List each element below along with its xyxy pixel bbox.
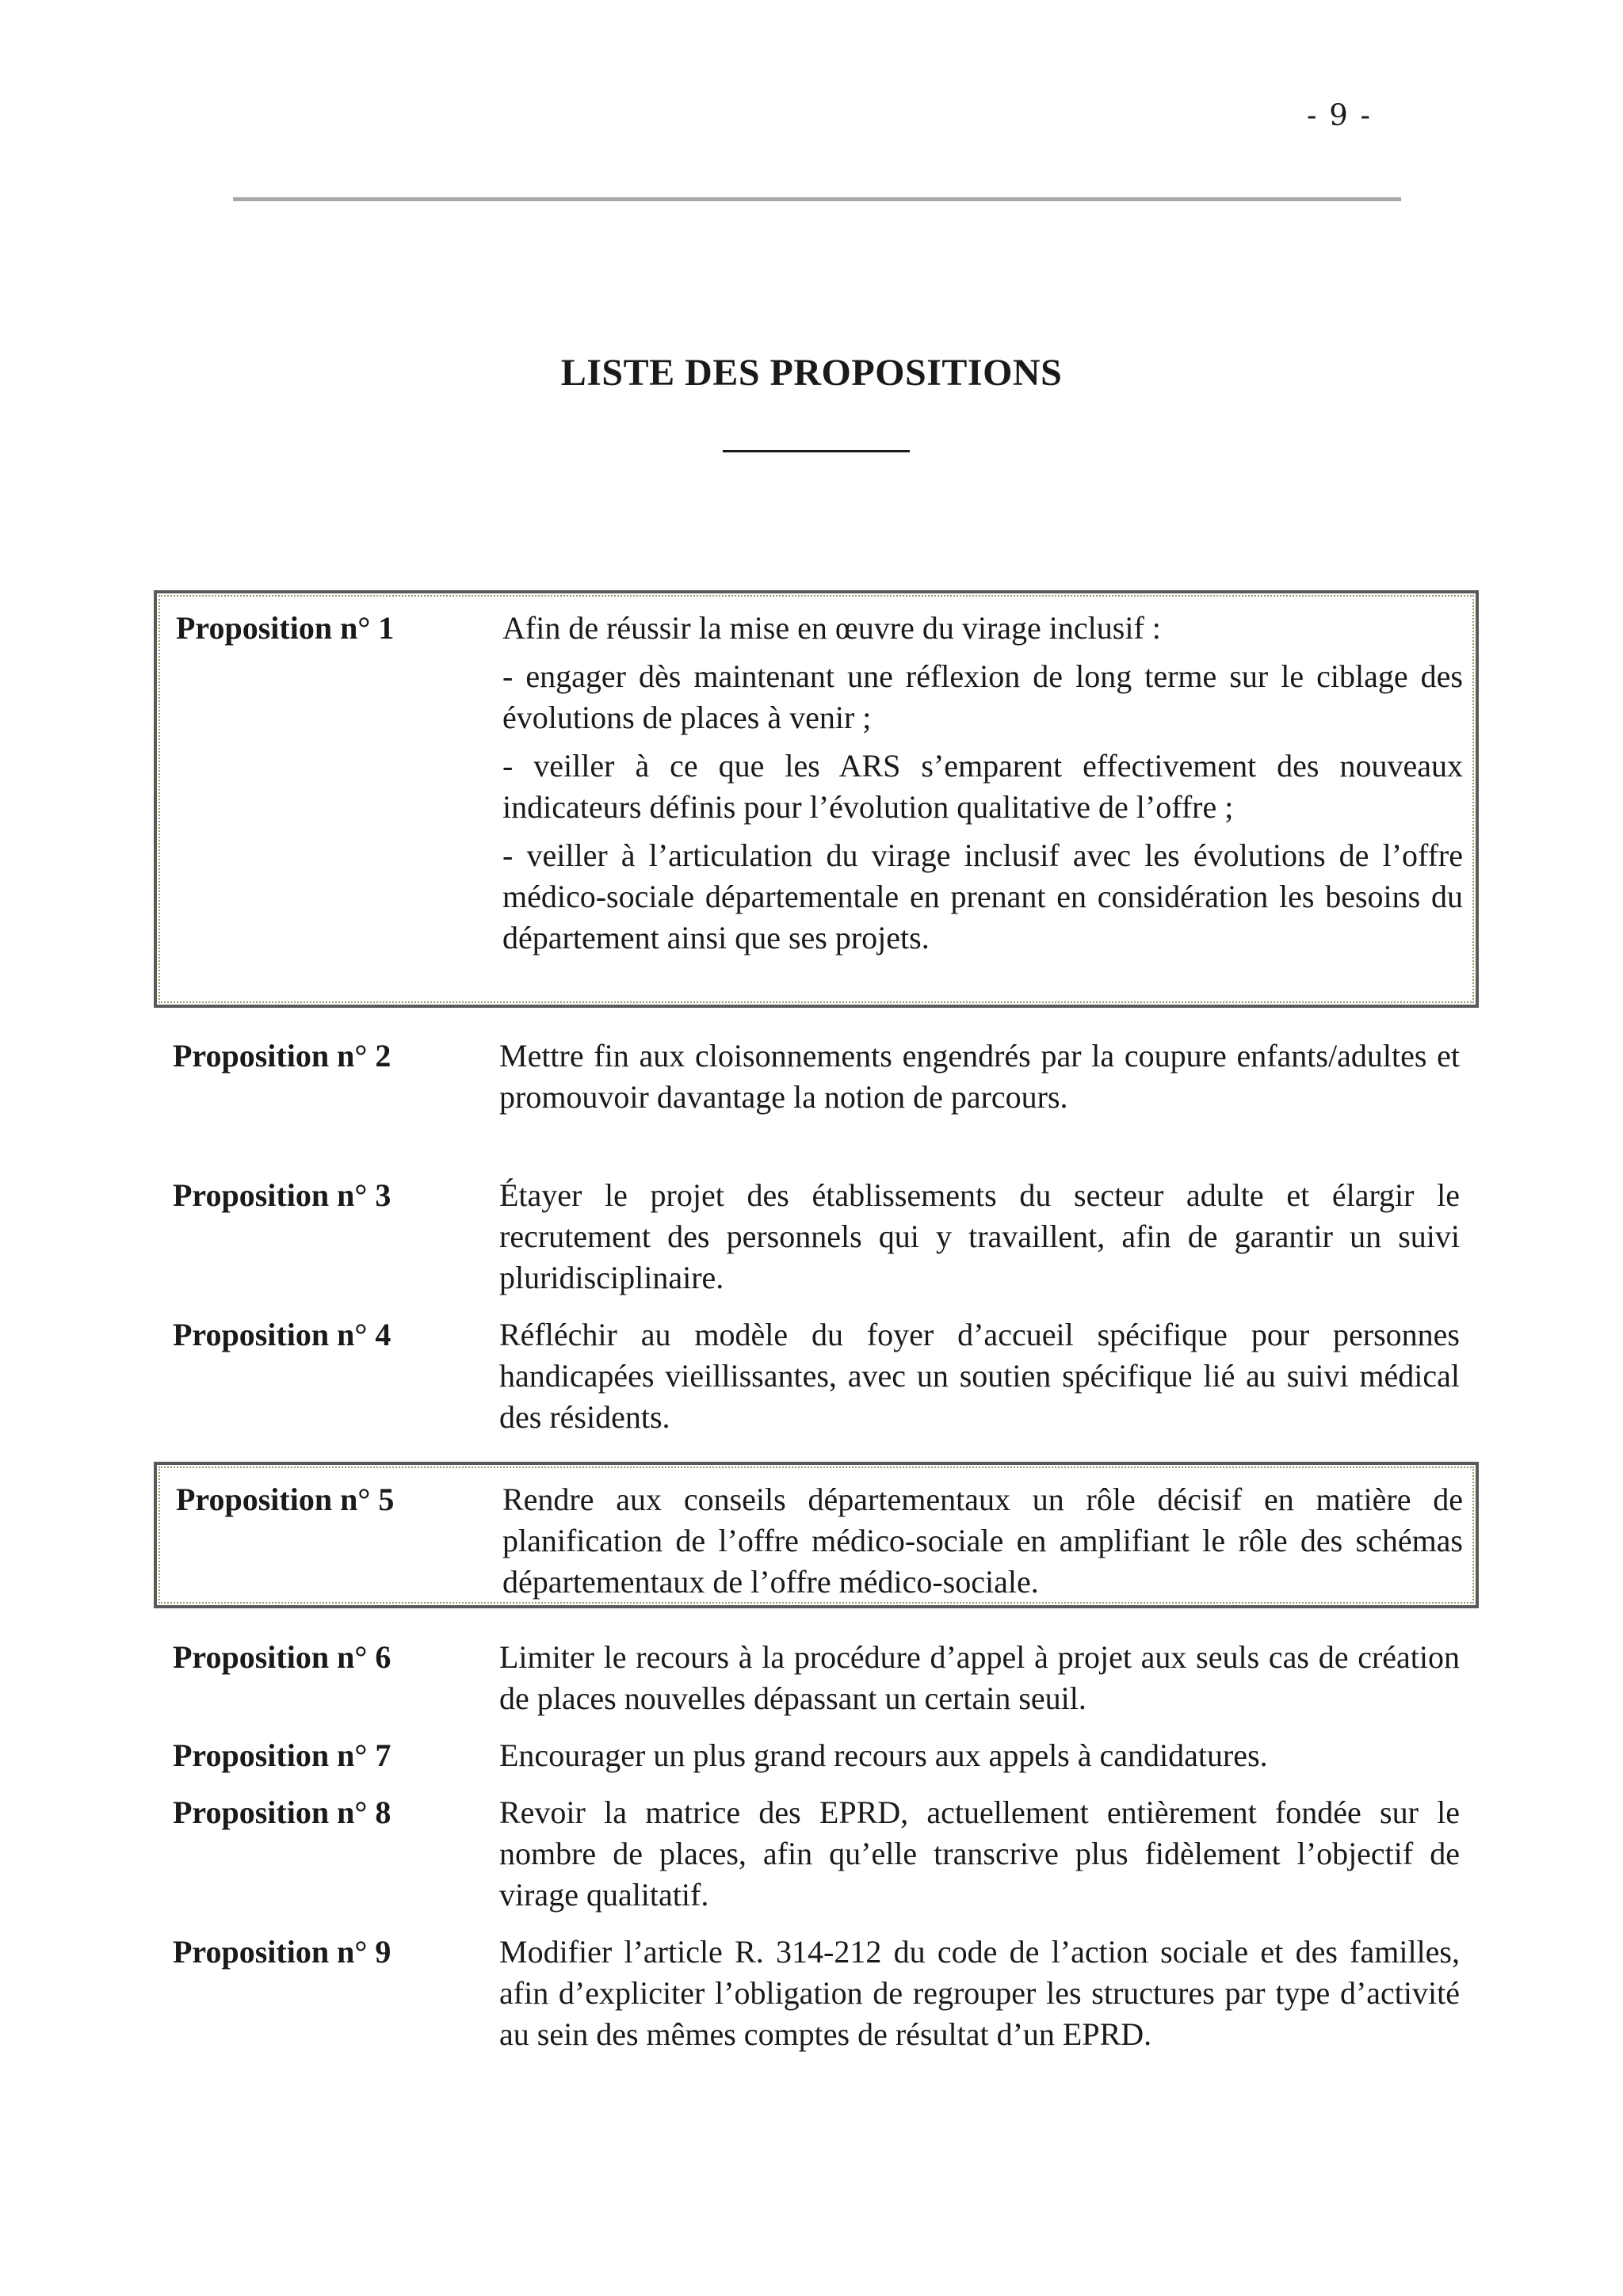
- proposition-label: Proposition n° 5: [176, 1482, 395, 1517]
- proposition-label: Proposition n° 6: [173, 1639, 391, 1675]
- header-rule: [233, 197, 1401, 201]
- proposition-text: Limiter le recours à la procédure d’appel à projet aux seuls cas de création de places nouvelles dépassant un certain seuil.: [499, 1639, 1460, 1716]
- proposition-label: Proposition n° 4: [173, 1317, 391, 1352]
- proposition-4: [154, 1314, 1479, 1441]
- proposition-bullet: - veiller à ce que les ARS s’emparent effectivement des nouveaux indicateurs définis pour l’évolution qualitative de l’offre ;: [502, 748, 1463, 825]
- proposition-label: Proposition n° 3: [173, 1177, 391, 1213]
- proposition-text: [502, 608, 1463, 959]
- proposition-text: Modifier l’article R. 314-212 du code de l’action sociale et des familles, afin d’expliciter l’obligation de regrouper les structures par type d’activité au sein des mêmes comptes de résultat d’un EPRD.: [499, 1934, 1460, 2052]
- proposition-text: Rendre aux conseils départementaux un rôle décisif en matière de planification de l’offre médico-sociale en amplifiant le rôle des schémas départementaux de l’offre médico-sociale.: [502, 1482, 1463, 1600]
- proposition-label: Proposition n° 1: [176, 610, 395, 646]
- proposition-intro: Afin de réussir la mise en œuvre du virage inclusif :: [502, 610, 1161, 646]
- proposition-bullet: - veiller à l’articulation du virage inclusif avec les évolutions de l’offre médico-sociale départementale en prenant en considération les besoins du département ainsi que ses projets.: [502, 837, 1463, 955]
- proposition-3: [154, 1175, 1479, 1302]
- proposition-8: [154, 1792, 1479, 1919]
- proposition-bullet: - engager dès maintenant une réflexion de long terme sur le ciblage des évolutions de places à venir ;: [502, 658, 1463, 735]
- proposition-text: Mettre fin aux cloisonnements engendrés par la coupure enfants/adultes et promouvoir davantage la notion de parcours.: [499, 1038, 1460, 1115]
- proposition-6: [154, 1637, 1479, 1724]
- proposition-9: [154, 1932, 1479, 2100]
- proposition-7: [154, 1735, 1479, 1779]
- proposition-label: Proposition n° 2: [173, 1038, 391, 1074]
- proposition-label: Proposition n° 9: [173, 1934, 391, 1970]
- proposition-label: Proposition n° 8: [173, 1794, 391, 1830]
- proposition-text: Encourager un plus grand recours aux appels à candidatures.: [499, 1737, 1268, 1773]
- page-number: - 9 -: [1306, 98, 1373, 132]
- proposition-2: [154, 1035, 1479, 1162]
- proposition-5: [154, 1462, 1479, 1608]
- proposition-label: Proposition n° 7: [173, 1737, 391, 1773]
- page-title: LISTE DES PROPOSITIONS: [560, 352, 1063, 394]
- proposition-text: Revoir la matrice des EPRD, actuellement entièrement fondée sur le nombre de places, afin qu’elle transcrive plus fidèlement l’objectif de virage qualitatif.: [499, 1794, 1460, 1913]
- proposition-text: Réfléchir au modèle du foyer d’accueil spécifique pour personnes handicapées vieillissantes, avec un soutien spécifique lié au suivi médical des résidents.: [499, 1317, 1460, 1435]
- title-underline: [723, 450, 910, 452]
- proposition-1: [154, 590, 1479, 1008]
- proposition-text: Étayer le projet des établissements du secteur adulte et élargir le recrutement des personnels qui y travaillent, afin de garantir un suivi pluridisciplinaire.: [499, 1177, 1460, 1295]
